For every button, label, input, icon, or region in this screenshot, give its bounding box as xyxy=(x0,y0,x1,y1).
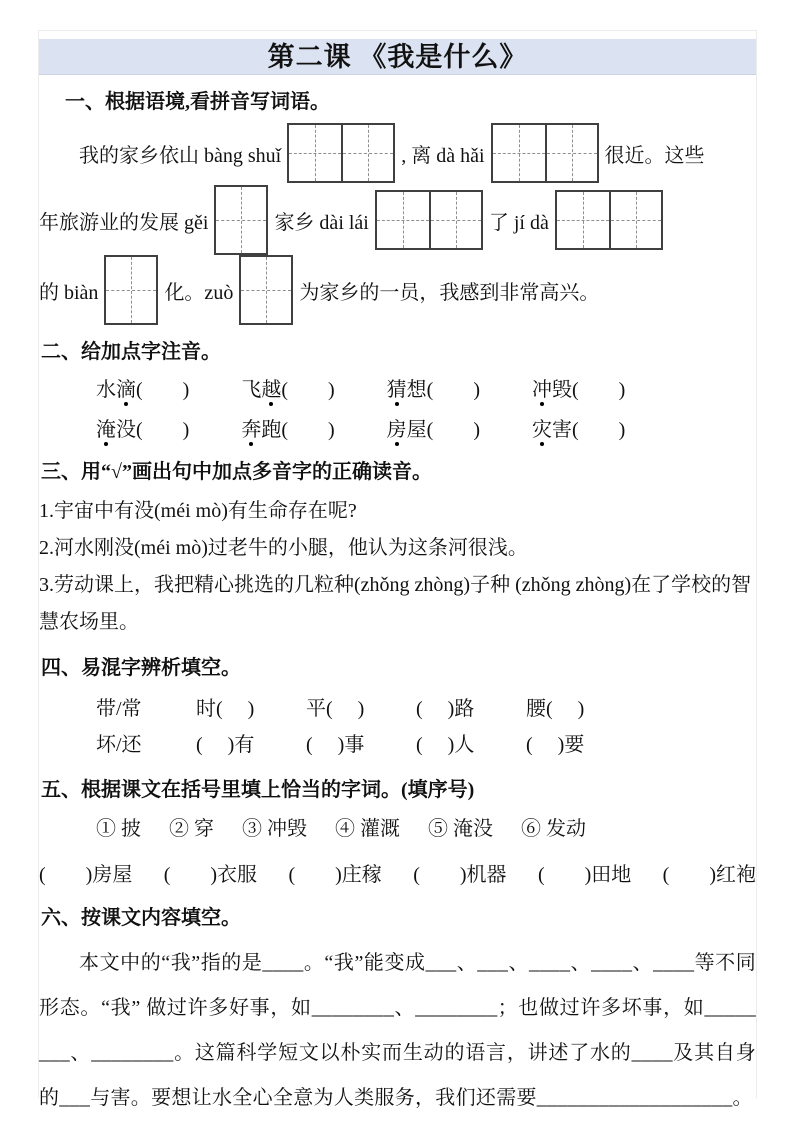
writing-grid-cell xyxy=(216,187,266,253)
answer-paren: ( ) xyxy=(571,419,626,441)
word-char: 害 xyxy=(551,419,572,441)
section-5-heading: 五、根据课文在括号里填上恰当的字词。(填序号) xyxy=(41,779,475,801)
dotted-char: 猜 xyxy=(386,379,407,401)
answer-paren: ( ) xyxy=(571,379,626,401)
fill-blank: 腰( ) xyxy=(526,698,585,720)
writing-grid-cell xyxy=(377,192,429,248)
numbered-option: ⑥ 发动 xyxy=(521,818,586,840)
dotted-char: 奔 xyxy=(241,419,262,441)
writing-grid-cell xyxy=(241,257,291,323)
answer-paren: ( ) xyxy=(426,379,480,401)
sentence-item: 1.宇宙中有没(méi mò)有生命存在呢? xyxy=(39,500,357,522)
numbered-option: ⑤ 淹没 xyxy=(428,818,493,840)
dotted-char: 淹 xyxy=(96,419,116,441)
writing-grid-cell xyxy=(106,257,156,323)
section-4-heading: 四、易混字辨析填空。 xyxy=(41,657,241,679)
answer-paren: ( ) xyxy=(136,379,190,401)
dotted-char: 房 xyxy=(386,419,407,441)
word-blanks-row xyxy=(39,859,756,891)
section-6-heading: 六、按课文内容填空。 xyxy=(41,907,241,929)
writing-grid-cell xyxy=(493,125,545,181)
blank-slot: ( )红袍 xyxy=(662,864,756,886)
blank-slot: ( )衣服 xyxy=(163,864,258,886)
answer-paren: ( ) xyxy=(426,419,480,441)
pinyin-text: 很近。这些 xyxy=(604,144,705,167)
numbered-option: ① 披 xyxy=(96,818,141,840)
blank-slot: ( )田地 xyxy=(537,864,632,886)
pinyin-line xyxy=(39,121,756,185)
fill-blank: 平( ) xyxy=(306,698,365,720)
polyphone-sentences xyxy=(39,493,756,641)
pinyin-text: 年旅游业的发展 gěi xyxy=(39,211,209,234)
char-pair: 带/常 xyxy=(96,698,142,720)
writing-grid-cell xyxy=(341,125,393,181)
section-1-heading: 一、根据语境,看拼音写词语。 xyxy=(65,91,330,113)
numbered-option: ② 穿 xyxy=(169,818,214,840)
dotted-char: 滴 xyxy=(116,379,136,401)
blank-slot: ( )庄稼 xyxy=(288,864,382,886)
fill-blank: ( )路 xyxy=(416,698,475,720)
dotted-word xyxy=(532,415,625,445)
answer-paren: ( ) xyxy=(281,379,335,401)
page-title-text: 第二课 《我是什么》 xyxy=(267,42,528,72)
fill-in-paragraph: 本文中的“我”指的是____。“我”能变成___、___、____、____、____等不同形态。“我” 做过许多好事，如________、________；也做过许多坏事，如________、________。这篇科学短文以朴实而生动的语言，讲述了水的____及其自身的___与害。要想让水全心全意为人类服务，我们还需要___________________。 xyxy=(39,952,756,1109)
writing-grid-cell xyxy=(429,192,481,248)
pinyin-writing-exercise xyxy=(39,121,756,325)
dotted-char: 冲 xyxy=(531,379,552,401)
numbered-option: ④ 灌溉 xyxy=(335,818,400,840)
pinyin-text: 了 jí dà xyxy=(488,211,549,234)
word-char: 屋 xyxy=(406,419,427,441)
fill-blank: ( )要 xyxy=(526,734,585,756)
section-3-heading: 三、用“√”画出句中加点多音字的正确读音。 xyxy=(41,461,432,483)
dotted-word xyxy=(387,415,480,445)
dotted-word xyxy=(241,415,334,445)
writing-grid-cell xyxy=(545,125,597,181)
writing-grid-box xyxy=(214,185,268,255)
fill-blank: ( )事 xyxy=(306,734,365,756)
word-char: 飞 xyxy=(241,379,262,401)
sentence-item: 2.河水刚没(méi mò)过老牛的小腿，他认为这条河很浅。 xyxy=(39,537,528,559)
pinyin-text: 为家乡的一员，我感到非常高兴。 xyxy=(299,281,600,304)
dotted-char: 灾 xyxy=(531,419,552,441)
fill-blank: 时( ) xyxy=(196,698,255,720)
dotted-word xyxy=(241,375,334,405)
writing-grid-box xyxy=(239,255,293,325)
dotted-word xyxy=(96,375,189,405)
blank-slot: ( )机器 xyxy=(413,864,507,886)
page-title xyxy=(39,39,756,75)
writing-grid-cell xyxy=(609,192,661,248)
writing-grid-box xyxy=(555,190,663,250)
pinyin-text: 我的家乡依山 bàng shuǐ xyxy=(79,144,282,167)
writing-grid-cell xyxy=(289,125,341,181)
dotted-word xyxy=(387,375,480,405)
pinyin-line xyxy=(39,185,756,255)
pinyin-text: 的 biàn xyxy=(39,281,99,304)
writing-grid-box xyxy=(104,255,158,325)
numbered-option: ③ 冲毁 xyxy=(242,818,307,840)
answer-paren: ( ) xyxy=(136,419,190,441)
char-pair: 坏/还 xyxy=(96,734,142,756)
annotate-pinyin-exercise xyxy=(96,375,756,445)
dotted-word xyxy=(96,415,189,445)
pinyin-text: 家乡 dài lái xyxy=(274,211,369,234)
dotted-word xyxy=(532,375,625,405)
word-char: 跑 xyxy=(261,419,282,441)
sentence-item: 3.劳动课上，我把精心挑选的几粒种(zhǒng zhòng)子种 (zhǒng zhòng)在了学校的智慧农场里。 xyxy=(39,574,752,633)
writing-grid-box xyxy=(491,123,599,183)
writing-grid-box xyxy=(287,123,395,183)
writing-grid-box xyxy=(375,190,483,250)
fill-blank: ( )有 xyxy=(196,734,255,756)
confusable-row xyxy=(96,727,756,763)
word-char: 没 xyxy=(116,419,136,441)
word-char: 毁 xyxy=(551,379,572,401)
pinyin-text: , 离 dà hǎi xyxy=(401,144,485,167)
fill-blank: ( )人 xyxy=(416,734,475,756)
word-options-row xyxy=(96,813,756,845)
blank-slot: ( )房屋 xyxy=(39,864,133,886)
writing-grid-cell xyxy=(557,192,609,248)
word-char: 水 xyxy=(96,379,116,401)
dotted-char: 越 xyxy=(261,379,282,401)
pinyin-text: 化。zuò xyxy=(164,281,234,304)
confusable-chars-exercise xyxy=(96,691,756,763)
word-char: 想 xyxy=(406,379,427,401)
worksheet-page xyxy=(38,30,757,1109)
answer-paren: ( ) xyxy=(281,419,335,441)
confusable-row xyxy=(96,691,756,727)
pinyin-line xyxy=(39,255,756,325)
section-2-heading: 二、给加点字注音。 xyxy=(41,341,221,363)
